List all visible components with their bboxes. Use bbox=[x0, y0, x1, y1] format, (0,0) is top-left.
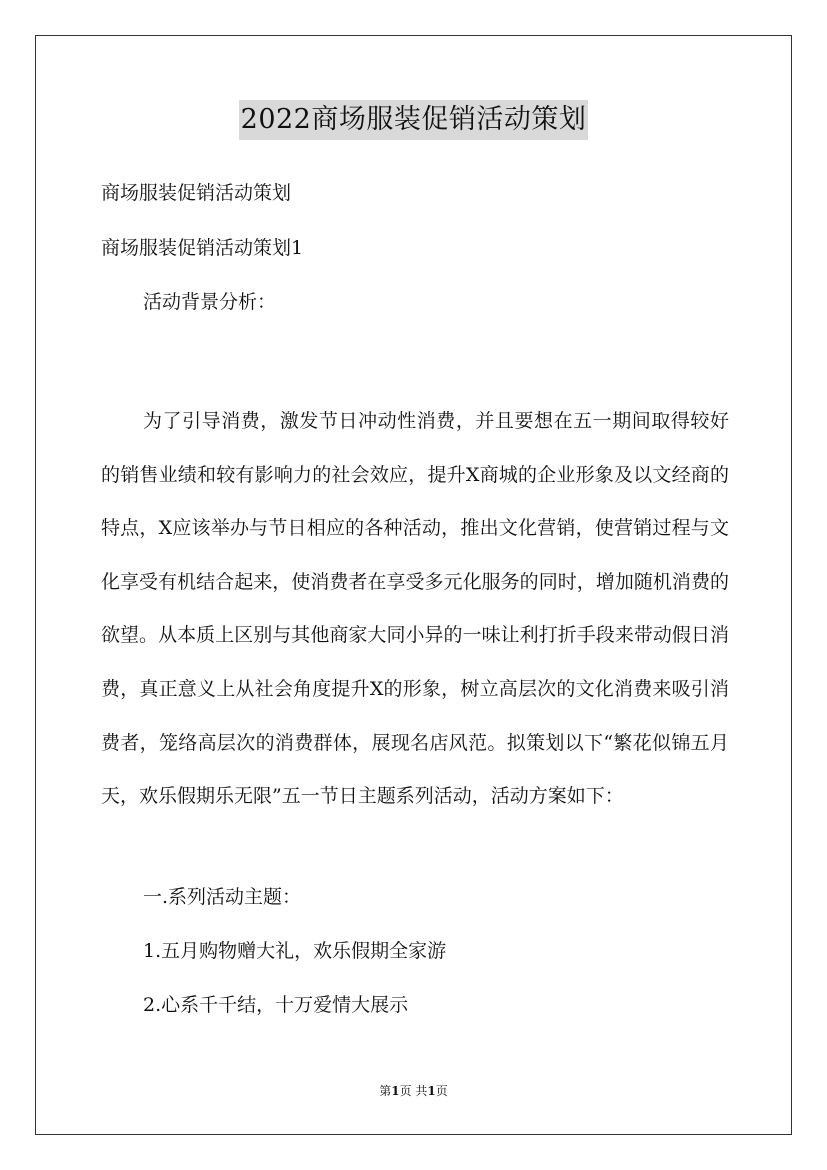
series-heading: 一.系列活动主题： bbox=[143, 886, 302, 908]
section-heading: 商场服装促销活动策划1 bbox=[101, 237, 304, 259]
footer-prefix: 第 bbox=[379, 1084, 392, 1098]
page-footer bbox=[0, 1083, 827, 1099]
document-title: 2022商场服装促销活动策划 bbox=[239, 100, 589, 140]
list-item: 2.心系千千结，十万爱情大展示 bbox=[143, 994, 409, 1016]
title-container bbox=[0, 100, 827, 140]
footer-total-pages: 1 bbox=[427, 1084, 436, 1098]
footer-suffix: 页 bbox=[435, 1084, 448, 1098]
background-label: 活动背景分析： bbox=[143, 291, 277, 313]
list-item: 1.五月购物赠大礼，欢乐假期全家游 bbox=[143, 940, 447, 962]
footer-page-number: 1 bbox=[391, 1084, 400, 1098]
body-paragraph: 为了引导消费，激发节日冲动性消费，并且要想在五一期间取得较好的销售业绩和较有影响力的社会效应，提升X商城的企业形象及以文经商的特点，X应该举办与节日相应的各种活动，推出文化营销，使营销过程与文化享受有机结合起来，使消费者在享受多元化服务的同时，增加随机消费的欲望。从本质上区别与其他商家大同小异的一味让利打折手段来带动假日消费，真正意义上从社会角度提升X的形象，树立高层次的文化消费来吸引消费者，笼络高层次的消费群体，展现名店风范。拟策划以下“繁花似锦五月天，欢乐假期乐无限”五一节日主题系列活动，活动方案如下： bbox=[101, 410, 729, 808]
document-subtitle: 商场服装促销活动策划 bbox=[101, 182, 292, 204]
footer-mid: 页 共 bbox=[399, 1084, 428, 1098]
